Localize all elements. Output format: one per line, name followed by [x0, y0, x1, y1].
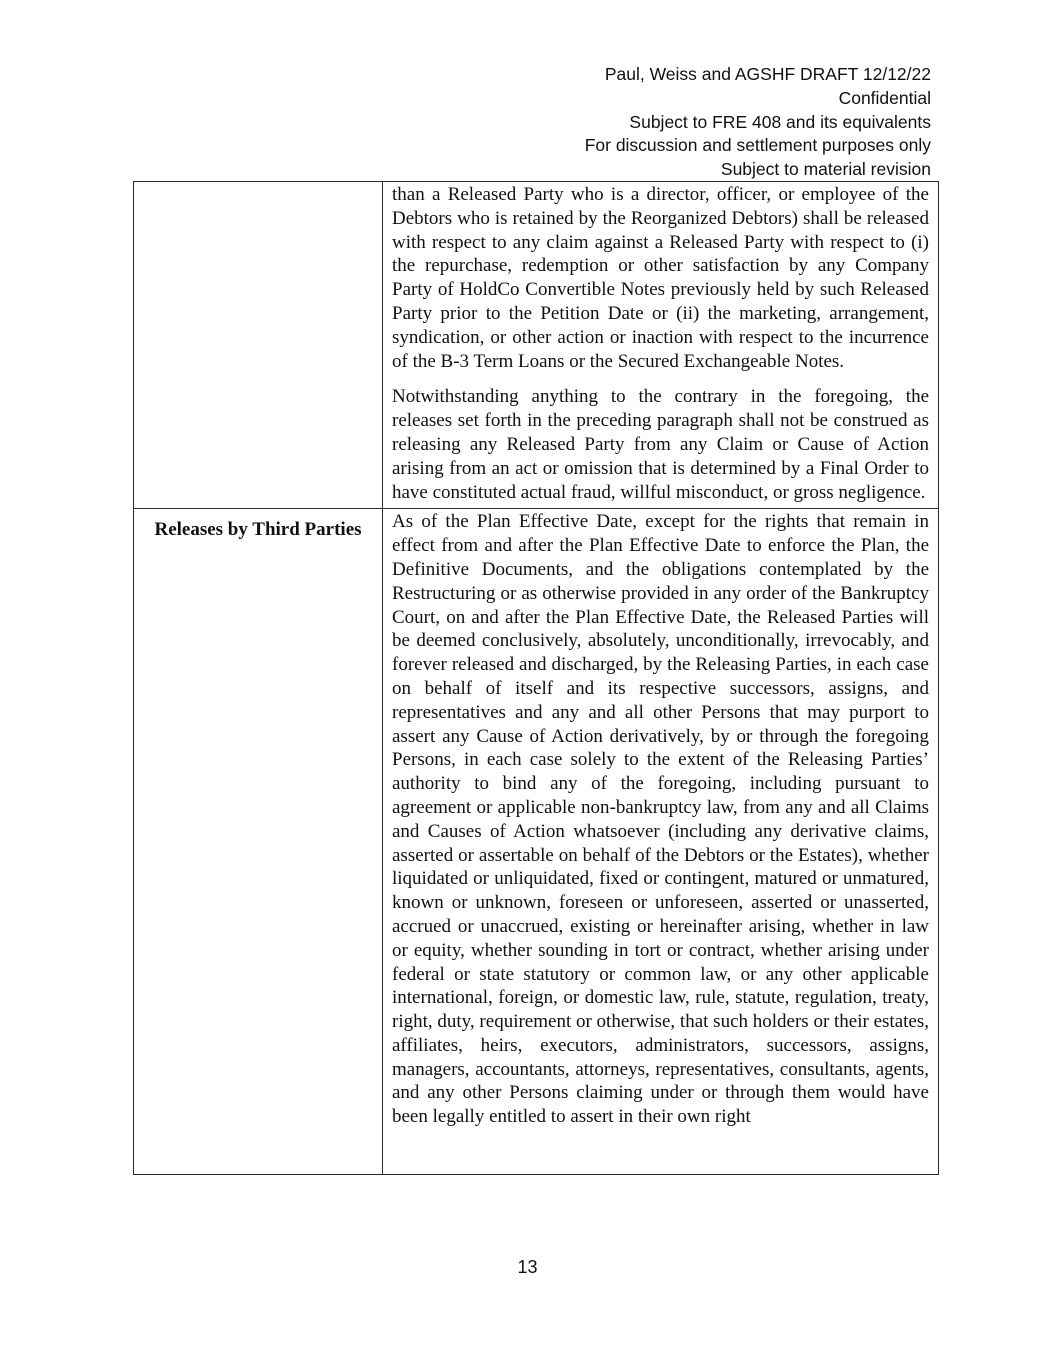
header-draft-line: Paul, Weiss and AGSHF DRAFT 12/12/22 — [604, 64, 931, 84]
row-label-cell: Releases by Third Parties — [134, 509, 383, 1175]
header-discussion-line: For discussion and settlement purposes only — [584, 135, 931, 156]
row-label-cell — [134, 182, 383, 509]
document-header — [585, 63, 931, 182]
third-party-release-paragraph: As of the Plan Effective Date, except for the rights that remain in effect from and after the Plan Effective Date to enforce the Plan, the Definitive Documents, and the obligations contemplated by the Restructuring or as otherwise provided in any order of the Bankruptcy Court, on and after the Plan Effective Date, the Released Parties will be deemed conclusively, absolutely, unconditionally, irrevocably, and forever released and discharged, by the Releasing Parties, in each case on behalf of itself and its respective successors, assigns, and representatives and any and all other Persons that may purport to assert any Cause of Action derivatively, by or through the foregoing Persons, in each case solely to the extent of the Releasing Parties’ authority to bind any of the foregoing, including pursuant to agreement or applicable non-bankruptcy law, from any and all Claims and Causes of Action whatsoever (including any derivative claims, asserted or assertable on behalf of the Debtors or the Estates), whether liquidated or unliquidated, fixed or contingent, matured or unmatured, known or unknown, foreseen or unforeseen, asserted or unasserted, accrued or unaccrued, existing or hereinafter arising, whether in law or equity, whether sounding in tort or contract, whether arising under federal or state statutory or common law, or any other applicable international, foreign, or domestic law, rule, statute, regulation, treaty, right, duty, requirement or otherwise, that such holders or their estates, affiliates, heirs, executors, administrators, successors, assigns, managers, accountants, attorneys, representatives, consultants, agents, and any other Persons claiming under or through them would have been legally entitled to assert in their own right — [392, 511, 929, 1128]
page-number: 13 — [517, 1257, 538, 1277]
header-fre-line: Subject to FRE 408 and its equivalents — [629, 111, 931, 132]
term-sheet-table — [133, 181, 939, 1175]
release-continuation-paragraph: than a Released Party who is a director, officer, or employee of the Debtors who is retained by the Reorganized Debtors) shall be released with respect to any claim against a Released Party with respect to (i) the repurchase, redemption or other satisfaction by any Company Party of HoldCo Convertible Notes previously held by such Released Party prior to the Petition Date or (ii) the marketing, arrangement, syndication, or other action or inaction with respect to the incurrence of the B-3 Term Loans or the Secured Exchangeable Notes. — [392, 184, 929, 372]
table-row — [134, 182, 939, 509]
release-carveout-paragraph: Notwithstanding anything to the contrary in the foregoing, the releases set forth in the preceding paragraph shall not be construed as releasing any Released Party from any Claim or Cause of Action arising from an act or omission that is determined by a Final Order to have constituted actual fraud, willful misconduct, or gross negligence. — [392, 386, 929, 503]
table-row — [134, 509, 939, 1175]
header-revision-line: Subject to material revision — [720, 159, 931, 180]
row-body-cell — [383, 182, 939, 509]
header-confidential-line: Confidential — [838, 87, 931, 108]
row-body-cell — [383, 509, 939, 1175]
